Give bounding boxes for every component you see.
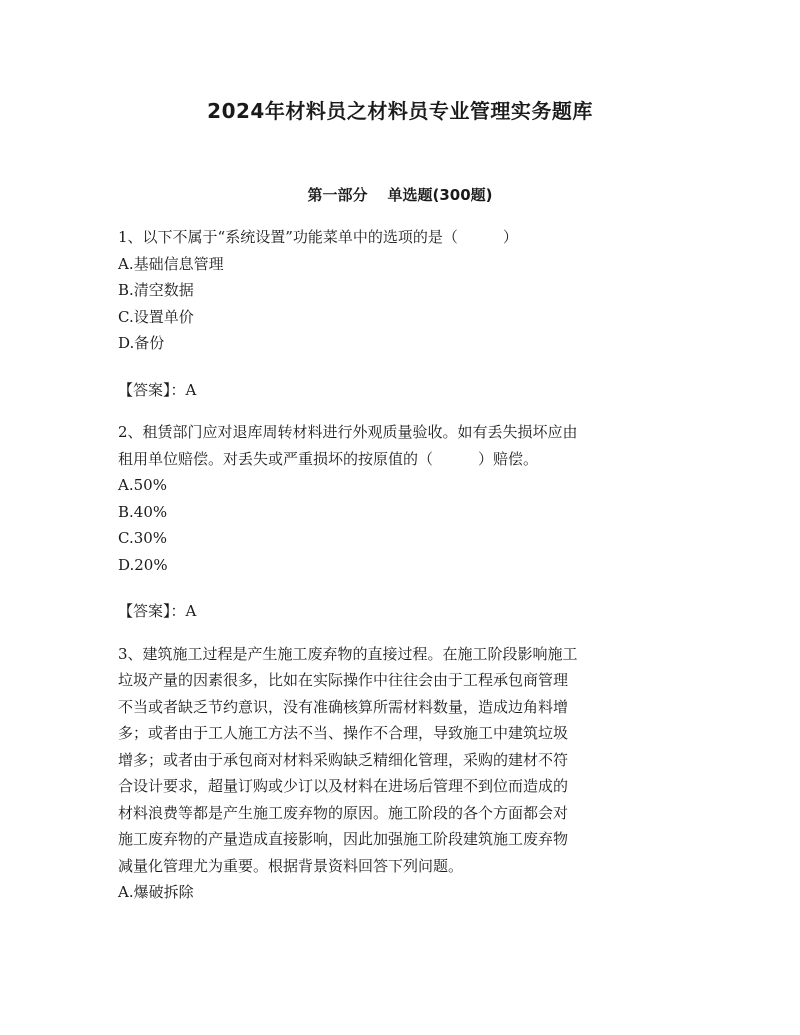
- option-d: D.20%: [118, 555, 168, 574]
- question-text: 合设计要求，超量订购或少订以及材料在进场后管理不到位而造成的: [118, 777, 569, 795]
- question-3: [118, 641, 688, 906]
- section-heading: [0, 184, 800, 205]
- option-c: C.30%: [118, 529, 168, 547]
- question-text: 增多；或者由于承包商对材料采购缺乏精细化管理，采购的建材不符: [118, 750, 569, 769]
- option-a: A.爆破拆除: [118, 883, 194, 901]
- option-b: B.清空数据: [118, 281, 194, 299]
- question-text: 3、建筑施工过程是产生施工废弃物的直接过程。在施工阶段影响施工: [118, 644, 578, 663]
- option-a: A.基础信息管理: [118, 254, 224, 273]
- answer-1: 【答案】：A: [118, 380, 197, 399]
- question-text: 多；或者由于工人施工方法不当、操作不合理，导致施工中建筑垃圾: [118, 724, 569, 742]
- question-text: 2、租赁部门应对退库周转材料进行外观质量验收。如有丢失损坏应由: [118, 423, 578, 441]
- question-text: 施工废弃物的产量造成直接影响，因此加强施工阶段建筑施工废弃物: [118, 830, 569, 848]
- question-text: 租用单位赔偿。对丢失或严重损坏的按原值的（ ）赔偿。: [118, 449, 539, 468]
- question-text: 减量化管理尤为重要。根据背景资料回答下列问题。: [118, 856, 464, 875]
- option-b: B.40%: [118, 502, 168, 521]
- option-a: A.50%: [118, 476, 167, 494]
- option-c: C.设置单价: [118, 307, 194, 326]
- question-text: 1、以下不属于“系统设置”功能菜单中的选项的是（ ）: [118, 228, 518, 246]
- answer-2: 【答案】：A: [118, 602, 197, 620]
- question-text: 垃圾产量的因素很多，比如在实际操作中往往会由于工程承包商管理: [118, 671, 569, 689]
- question-list: [118, 224, 688, 906]
- section-name: 单选题(300题): [387, 186, 493, 204]
- document-title: 2024年材料员之材料员专业管理实务题库: [207, 99, 593, 123]
- section-part: 第一部分: [307, 186, 368, 204]
- question-text: 材料浪费等都是产生施工废弃物的原因。施工阶段的各个方面都会对: [118, 803, 569, 822]
- question-2: [118, 419, 688, 578]
- question-text: 不当或者缺乏节约意识，没有准确核算所需材料数量，造成边角料增: [118, 697, 569, 716]
- option-d: D.备份: [118, 334, 165, 352]
- question-1: [118, 224, 688, 357]
